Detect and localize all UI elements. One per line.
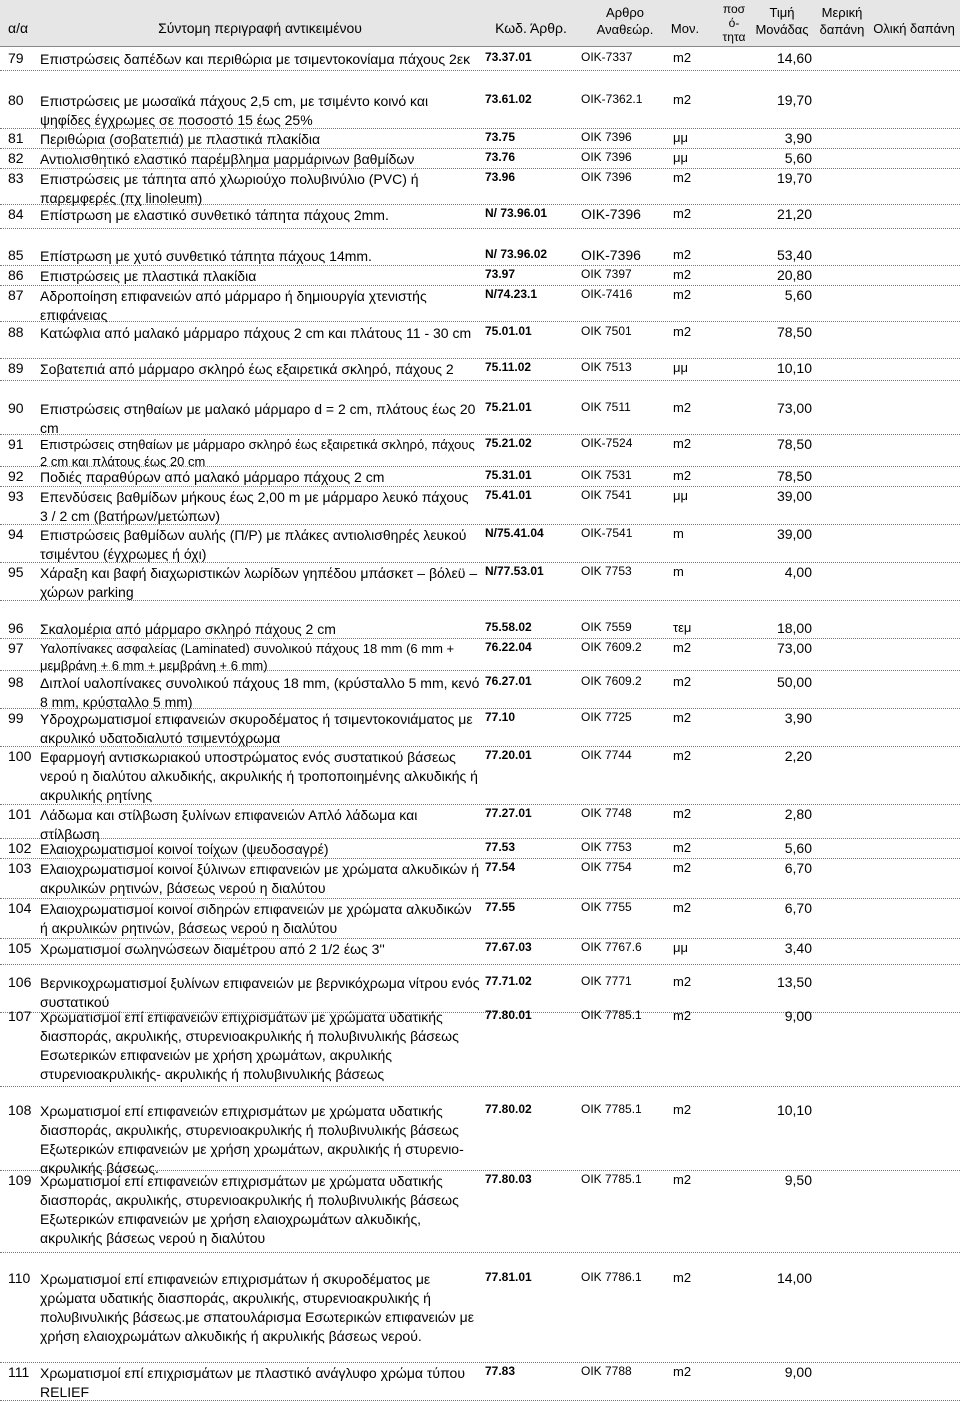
article-code: 77.53	[485, 840, 516, 854]
update-article: OIK-7396	[581, 247, 641, 263]
article-code: 77.80.03	[485, 1172, 532, 1186]
item-description: Λάδωμα και στίλβωση ξυλίνων επιφανειών Απλό λάδωμα και στίλβωση	[40, 807, 418, 842]
table-row	[0, 434, 960, 467]
article-code: 73.97	[485, 267, 516, 281]
unit-price: 3,90	[784, 710, 812, 726]
header-unit: Μον.	[670, 21, 700, 36]
article-code: 77.80.01	[485, 1008, 532, 1022]
unit-price: 78,50	[776, 324, 812, 340]
header-aa: α/α	[8, 20, 29, 36]
item-number: 96	[8, 620, 24, 636]
article-code: 75.41.01	[485, 488, 532, 502]
update-article: ΟΙΚ 7609.2	[581, 674, 642, 688]
item-number: 80	[8, 92, 24, 108]
article-code: N/ 73.96.02	[485, 247, 548, 261]
unit-price: 78,50	[776, 436, 812, 452]
item-number: 89	[8, 360, 24, 376]
article-code: 77.54	[485, 860, 516, 874]
article-code: 76.22.04	[485, 640, 532, 654]
article-code: 75.01.01	[485, 324, 532, 338]
unit: m2	[673, 287, 692, 302]
item-number: 98	[8, 674, 24, 690]
update-article: ΟΙΚ-7541	[581, 526, 633, 540]
article-code: 77.27.01	[485, 806, 532, 820]
unit: m2	[673, 1008, 692, 1023]
unit: m2	[673, 468, 692, 483]
unit-price: 78,50	[776, 468, 812, 484]
unit-price: 2,80	[784, 806, 812, 822]
item-number: 99	[8, 710, 24, 726]
unit: m2	[673, 400, 692, 415]
unit-price: 14,60	[776, 50, 812, 66]
unit: μμ	[673, 360, 688, 375]
item-number: 83	[8, 170, 24, 186]
item-number: 79	[8, 50, 24, 66]
update-article: ΟΙΚ 7785.1	[581, 1008, 642, 1022]
item-number: 92	[8, 468, 24, 484]
item-number: 106	[8, 974, 32, 990]
article-code: 75.11.02	[485, 360, 532, 374]
table-row	[0, 1100, 960, 1176]
unit-price: 9,00	[784, 1364, 812, 1380]
table-row	[0, 1170, 960, 1253]
table-row	[0, 168, 960, 205]
item-description: Σοβατεπιά από μάρμαρο σκληρό έως εξαιρετικά σκληρό, πάχους 2	[40, 361, 454, 377]
item-number: 109	[8, 1172, 32, 1188]
unit-price: 5,60	[784, 287, 812, 303]
item-number: 102	[8, 840, 32, 856]
item-description: Υδροχρωματισμοί επιφανειών σκυροδέματος ή τσιμεντοκονιάματος με ακρυλικό υδατοδιαλυτό τσιμεντόχρωμα	[40, 711, 473, 746]
item-description: Βερνικοχρωματισμοί ξυλίνων επιφανειών με βερνικόχρωμα νίτρου ενός συστατικού	[40, 975, 480, 1010]
unit: μμ	[673, 130, 688, 145]
article-code: N/ 73.96.01	[485, 206, 548, 220]
table-row	[0, 90, 960, 129]
unit: μμ	[673, 150, 688, 165]
item-description: Διπλοί υαλοπίνακες συνολικού πάχους 18 mm, (κρύσταλλο 5 mm, κενό 8 mm, κρύσταλλο 5 mm)	[40, 675, 480, 710]
table-row	[0, 672, 960, 709]
item-description: Χρωματισμοί επί επιχρισμάτων με πλαστικό ανάγλυφο χρώμα τύπου RELIEF	[40, 1365, 465, 1400]
unit-price: 39,00	[776, 488, 812, 504]
table-row	[0, 398, 960, 435]
item-number: 95	[8, 564, 24, 580]
table-row	[0, 48, 960, 71]
item-number: 90	[8, 400, 24, 416]
article-code: 75.58.02	[485, 620, 532, 634]
item-description: Σκαλομέρια από μάρμαρο σκληρό πάχους 2 cm	[40, 621, 336, 637]
item-number: 97	[8, 640, 24, 656]
header-code: Κωδ. Άρθρ.	[495, 20, 567, 36]
item-number: 108	[8, 1102, 32, 1118]
header-total-cost: Ολική δαπάνη	[873, 21, 955, 36]
table-row	[0, 746, 960, 805]
update-article: ΟΙΚ 7501	[581, 324, 632, 338]
unit-price: 20,80	[776, 267, 812, 283]
article-code: 77.83	[485, 1364, 516, 1378]
article-code: 75.21.02	[485, 436, 532, 450]
update-article: ΟΙΚ 7753	[581, 564, 632, 578]
unit: τεμ	[673, 620, 692, 635]
item-number: 100	[8, 748, 32, 764]
unit: m2	[673, 1102, 692, 1117]
article-code: 73.61.02	[485, 92, 532, 106]
unit: m2	[673, 1270, 692, 1285]
item-description: Αντιολισθητικό ελαστικό παρέμβλημα μαρμάρινων βαθμίδων	[40, 151, 415, 167]
table-row	[0, 265, 960, 286]
unit-price: 19,70	[776, 170, 812, 186]
table-row	[0, 618, 960, 639]
unit: m2	[673, 806, 692, 821]
unit: m2	[673, 640, 692, 655]
table-row	[0, 148, 960, 169]
table-row	[0, 1006, 960, 1087]
item-description: Ελαιοχρωματισμοί κοινοί σιδηρών επιφανειών με χρώματα αλκυδικών ή ακρυλικών ρητινών, βάσεως νερού η διαλύτου	[40, 901, 472, 936]
article-code: N/74.23.1	[485, 287, 538, 301]
item-number: 94	[8, 526, 24, 542]
update-article: ΟΙΚ 7786.1	[581, 1270, 642, 1284]
unit: m2	[673, 900, 692, 915]
article-code: 75.21.01	[485, 400, 532, 414]
item-description: Εφαρμογή αντισκωριακού υποστρώματος ενός συστατικού βάσεως νερού η διαλύτου αλκυδικής, ακρυλικής ή τροποποιημένης αλκυδικής ή ακρυλικής ρητίνης	[40, 749, 478, 803]
table-row	[0, 322, 960, 359]
article-code: 73.37.01	[485, 50, 532, 64]
update-article: ΟΙΚ 7609.2	[581, 640, 642, 654]
item-number: 81	[8, 130, 24, 146]
article-code: N/75.41.04	[485, 526, 544, 540]
unit-price: 5,60	[784, 840, 812, 856]
unit: m2	[673, 1172, 692, 1187]
table-row	[0, 466, 960, 487]
unit-price: 73,00	[776, 640, 812, 656]
table-row	[0, 938, 960, 965]
item-number: 86	[8, 267, 24, 283]
item-description: Επιστρώσεις βαθμίδων αυλής (Π/Ρ) με πλάκες αντιολισθηρές λευκού τσιμέντου (έγχρωμες ή όχι)	[40, 527, 467, 562]
unit: m2	[673, 860, 692, 875]
table-row	[0, 204, 960, 229]
update-article: ΟΙΚ 7725	[581, 710, 632, 724]
table-row	[0, 358, 960, 381]
update-article: ΟΙΚ-7416	[581, 287, 633, 301]
unit: m2	[673, 50, 692, 65]
item-number: 107	[8, 1008, 32, 1024]
unit: m2	[673, 840, 692, 855]
item-description: Κατώφλια από μαλακό μάρμαρο πάχους 2 cm και πλάτους 11 - 30 cm	[40, 325, 472, 341]
unit-price: 2,20	[784, 748, 812, 764]
unit: μμ	[673, 940, 688, 955]
article-code: 77.67.03	[485, 940, 532, 954]
unit: m	[673, 564, 684, 579]
table-row	[0, 804, 960, 842]
header-update-article: Αρθρο Αναθεώρ.	[596, 5, 654, 37]
article-code: 77.71.02	[485, 974, 532, 988]
update-article: ΟΙΚ 7397	[581, 267, 632, 281]
item-number: 88	[8, 324, 24, 340]
item-number: 110	[8, 1270, 31, 1286]
update-article: ΟΙΚ 7531	[581, 468, 632, 482]
header-description: Σύντομη περιγραφή αντικειμένου	[158, 20, 362, 36]
unit: m2	[673, 92, 692, 107]
unit-price: 10,10	[776, 1102, 812, 1118]
item-description: Χρωματισμοί επί επιφανειών επιχρισμάτων με χρώματα υδατικής διασποράς, ακρυλικής, στυρενιοακρυλικής ή πολυβινυλικής βάσεως Εξωτερικών επιφανειών με χρήση ελαιοχρωμάτων αλκυδικής, ακρυλικής βάσεως νερού η διαλύτου	[40, 1173, 459, 1246]
article-code: 73.76	[485, 150, 516, 164]
table-row	[0, 638, 960, 671]
article-code: 76.27.01	[485, 674, 532, 688]
item-description: Χρωματισμοί επί επιφανειών επιχρισμάτων ή σκυροδέματος με χρώματα υδατικής διασποράς, ακρυλικής, στυρενιοακρυλικής ή πολυβινυλικής βάσεως.με σπατουλάρισμα Εσωτερικών επιφανειών με χρήση ελαιοχρωμάτων αλκυδικής ή ακρυλικής βάσεως νερού.	[40, 1271, 474, 1344]
unit: m2	[673, 974, 692, 989]
item-description: Αδροποίηση επιφανειών από μάρμαρο ή δημιουργία χτενιστής επιφάνειας	[40, 288, 427, 323]
article-code: N/77.53.01	[485, 564, 544, 578]
item-description: Χρωματισμοί επί επιφανειών επιχρισμάτων με χρώματα υδατικής διασποράς, ακρυλικής, στυρενιοακρυλικής ή πολυβινυλικής βάσεως Εξωτερικών επιφανειών με χρήση χρωμάτων, ακρυλικής ή στυρενιο- ακρυλικής βάσεως.	[40, 1103, 464, 1176]
update-article: ΟΙΚ 7396	[581, 170, 632, 184]
update-article: ΟΙΚ 7541	[581, 488, 632, 502]
item-number: 93	[8, 488, 24, 504]
item-number: 84	[8, 206, 24, 222]
update-article: ΟΙΚ 7513	[581, 360, 632, 374]
update-article: ΟΙΚ 7785.1	[581, 1102, 642, 1116]
update-article: ΟΙΚ 7396	[581, 150, 632, 164]
unit-price: 13,50	[776, 974, 812, 990]
unit-price: 3,40	[784, 940, 812, 956]
table-row	[0, 486, 960, 525]
article-code: 77.55	[485, 900, 516, 914]
header-quantity: ποσ ό- τητα	[722, 2, 746, 44]
unit-price: 39,00	[776, 526, 812, 542]
item-number: 103	[8, 860, 32, 876]
unit-price: 10,10	[776, 360, 812, 376]
unit-price: 6,70	[784, 900, 812, 916]
item-number: 111	[8, 1364, 30, 1380]
update-article: OIK-7396	[581, 206, 641, 222]
article-code: 77.20.01	[485, 748, 532, 762]
item-number: 101	[8, 806, 32, 822]
item-description: Επιστρώσεις με μωσαϊκά πάχους 2,5 cm, με τσιμέντο κοινό και ψηφίδες έγχρωμες σε ποσοστό 15 έως 25%	[40, 93, 429, 128]
table-row	[0, 1268, 960, 1363]
item-description: Περιθώρια (σοβατεπιά) με πλαστικά πλακίδια	[40, 131, 321, 147]
header-partial-cost: Μερική δαπάνη	[819, 5, 865, 37]
unit: μμ	[673, 488, 688, 503]
unit: m2	[673, 674, 692, 689]
unit: m2	[673, 710, 692, 725]
unit: m2	[673, 267, 692, 282]
unit-price: 4,00	[784, 564, 812, 580]
item-number: 87	[8, 287, 24, 303]
unit: m2	[673, 1364, 692, 1379]
unit-price: 73,00	[776, 400, 812, 416]
update-article: ΟΙΚ 7788	[581, 1364, 632, 1378]
unit-price: 5,60	[784, 150, 812, 166]
unit-price: 19,70	[776, 92, 812, 108]
unit: m2	[673, 748, 692, 763]
item-number: 82	[8, 150, 24, 166]
item-number: 104	[8, 900, 32, 916]
item-number: 91	[8, 436, 24, 452]
update-article: ΟΙΚ 7511	[581, 400, 631, 414]
update-article: ΟΙΚ 7771	[581, 974, 632, 988]
article-code: 75.31.01	[485, 468, 532, 482]
unit-price: 53,40	[776, 247, 812, 263]
table-row	[0, 898, 960, 939]
unit-price: 50,00	[776, 674, 812, 690]
unit: m	[673, 526, 684, 541]
unit-price: 18,00	[776, 620, 812, 636]
update-article: ΟΙΚ 7754	[581, 860, 632, 874]
update-article: ΟΙΚ 7767.6	[581, 940, 642, 954]
article-code: 77.80.02	[485, 1102, 532, 1116]
update-article: ΟΙΚ-7362.1	[581, 92, 643, 106]
unit: m2	[673, 206, 692, 221]
item-description: Επιστρώσεις στηθαίων με μάρμαρο σκληρό έως εξαιρετικά σκληρό, πάχους 2 cm και πλάτους έως 20 cm	[40, 437, 475, 469]
unit-price: 9,50	[784, 1172, 812, 1188]
update-article: ΟΙΚ 7559	[581, 620, 632, 634]
table-row	[0, 128, 960, 149]
table-row	[0, 562, 960, 601]
article-code: 73.75	[485, 130, 516, 144]
unit-price: 14,00	[776, 1270, 812, 1286]
item-description: Επίστρωση με ελαστικό συνθετικό τάπητα πάχους 2mm.	[40, 207, 389, 223]
item-description: Χρωματισμοί σωληνώσεων διαμέτρου από 2 1/2 έως 3''	[40, 941, 385, 957]
header-unit-price: Τιμή Μονάδας	[755, 5, 809, 37]
table-row	[0, 524, 960, 563]
item-description: Χρωματισμοί επί επιφανειών επιχρισμάτων με χρώματα υδατικής διασποράς, ακρυλικής, στυρενιοακρυλικής ή πολυβινυλικής βάσεως Εσωτερικών επιφανειών με χρήση χρωμάτων, ακρυλικής στυρενιοακρυλικής- ακρυλικής ή πολυβινυλικής βάσεως	[40, 1009, 459, 1082]
update-article: ΟΙΚ 7396	[581, 130, 632, 144]
unit-price: 9,00	[784, 1008, 812, 1024]
item-description: Επιστρώσεις με πλαστικά πλακίδια	[40, 268, 257, 284]
unit-price: 6,70	[784, 860, 812, 876]
unit: m2	[673, 170, 692, 185]
item-number: 85	[8, 247, 24, 263]
item-description: Επιστρώσεις με τάπητα από χλωριούχο πολυβινύλιο (PVC) ή παρεμφερές (πχ linoleum)	[40, 171, 419, 206]
table-row	[0, 708, 960, 747]
article-code: 77.10	[485, 710, 516, 724]
update-article: ΟΙΚ 7785.1	[581, 1172, 642, 1186]
item-description: Επιστρώσεις στηθαίων με μαλακό μάρμαρο d = 2 cm, πλάτους έως 20 cm	[40, 401, 476, 436]
unit: m2	[673, 436, 692, 451]
item-number: 105	[8, 940, 32, 956]
item-description: Ποδιές παραθύρων από μαλακό μάρμαρο πάχους 2 cm	[40, 469, 385, 485]
table-row	[0, 838, 960, 859]
update-article: ΟΙΚ 7753	[581, 840, 632, 854]
table-row	[0, 245, 960, 266]
unit: m2	[673, 247, 692, 262]
item-description: Υαλοπίνακες ασφαλείας (Laminated) συνολικού πάχους 18 mm (6 mm + μεμβράνη + 6 mm + μεμβράνη + 6 mm)	[40, 641, 455, 673]
table-row	[0, 285, 960, 322]
unit-price: 21,20	[776, 206, 812, 222]
article-code: 73.96	[485, 170, 516, 184]
update-article: ΟΙΚ 7748	[581, 806, 632, 820]
article-code: 77.81.01	[485, 1270, 532, 1284]
item-description: Επιστρώσεις δαπέδων και περιθώρια με τσιμεντοκονίαμα πάχους 2εκ	[40, 51, 471, 67]
update-article: ΟΙΚ 7744	[581, 748, 632, 762]
update-article: ΟΙΚ 7755	[581, 900, 632, 914]
update-article: ΟΙΚ-7337	[581, 50, 633, 64]
unit: m2	[673, 324, 692, 339]
unit-price: 3,90	[784, 130, 812, 146]
table-row	[0, 858, 960, 899]
item-description: Χάραξη και βαφή διαχωριστικών λωρίδων γηπέδου μπάσκετ – βόλεϋ – χώρων parking	[40, 565, 478, 600]
item-description: Επενδύσεις βαθμίδων μήκους έως 2,00 m με μάρμαρο λευκό πάχους 3 / 2 cm (βατήρων/μετώπων)	[40, 489, 469, 524]
item-description: Ελαιοχρωματισμοί κοινοί τοίχων (ψευδοσαγρέ)	[40, 841, 329, 857]
item-description: Ελαιοχρωματισμοί κοινοί ξύλινων επιφανειών με χρώματα αλκυδικών ή ακρυλικών ρητινών, βάσεως νερού η διαλύτου	[40, 861, 480, 896]
item-description: Επίστρωση με χυτό συνθετικό τάπητα πάχους 14mm.	[40, 248, 372, 264]
update-article: ΟΙΚ-7524	[581, 436, 633, 450]
table-row	[0, 1362, 960, 1401]
